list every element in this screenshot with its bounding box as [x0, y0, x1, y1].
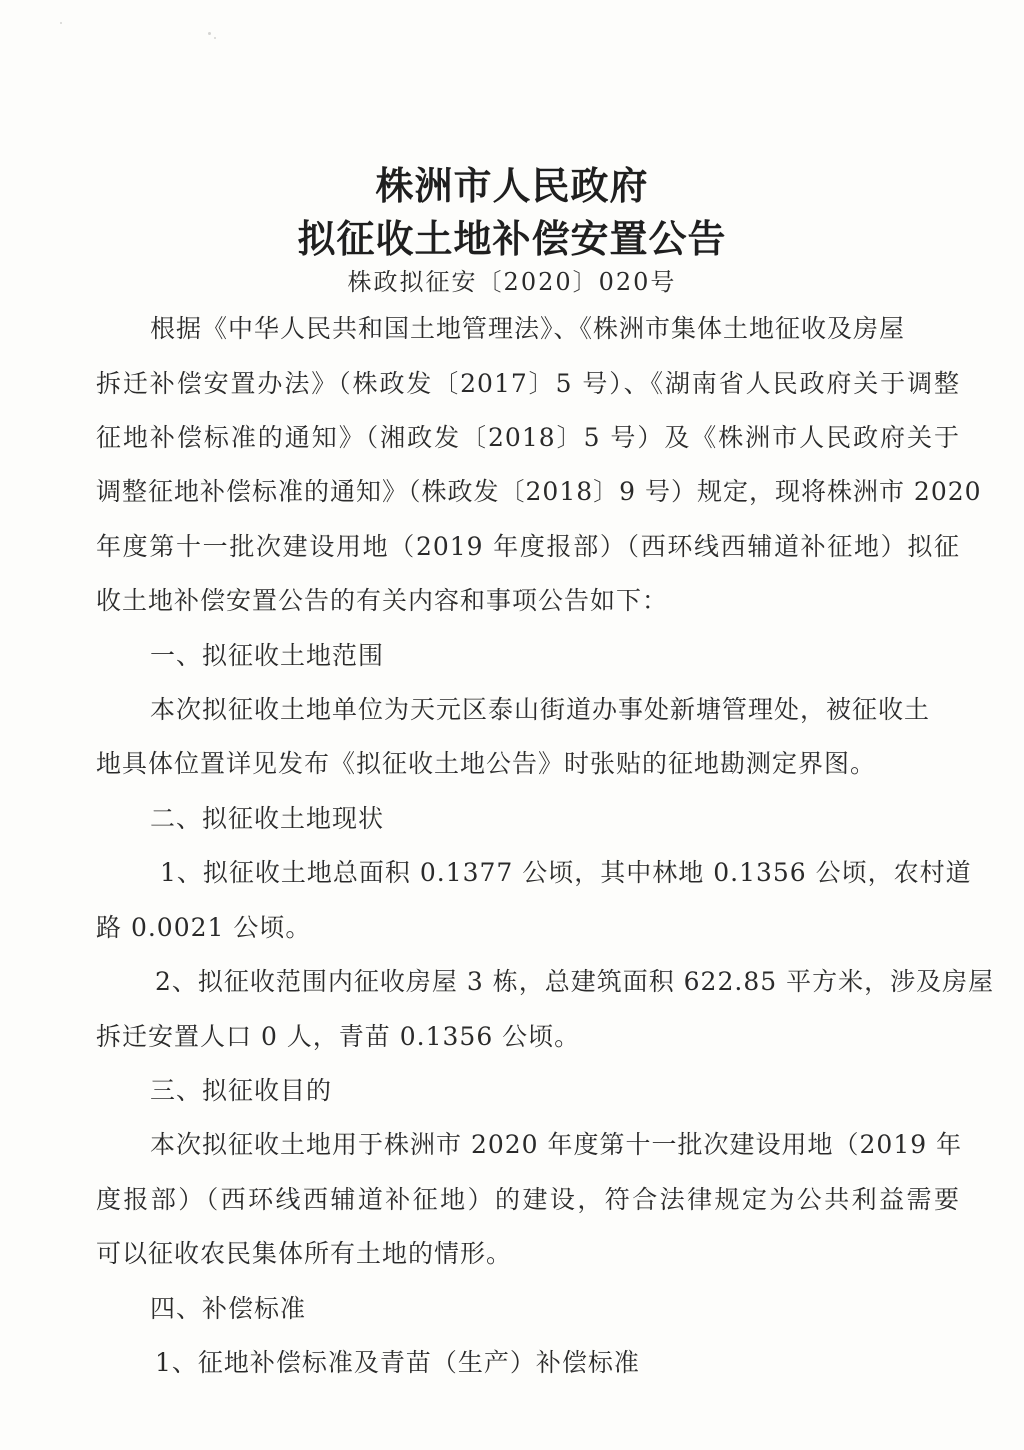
- scan-speck: [208, 32, 211, 35]
- body-line: 2、拟征收范围内征收房屋 3 栋，总建筑面积 622.85 平方米，涉及房屋: [155, 967, 995, 996]
- body-line: 年度第十一批次建设用地（2019 年度报部）（西环线西辅道补征地）拟征: [96, 532, 960, 561]
- body-line: 调整征地补偿标准的通知》（株政发〔2018〕9 号）规定，现将株洲市 2020: [96, 477, 982, 506]
- body-line: 可以征收农民集体所有土地的情形。: [96, 1239, 513, 1268]
- body-line: 本次拟征收土地用于株洲市 2020 年度第十一批次建设用地（2019 年: [150, 1130, 963, 1159]
- scan-speck: [214, 37, 216, 39]
- body-line: 根据《中华人民共和国土地管理法》、《株洲市集体土地征收及房屋: [150, 314, 906, 343]
- body-line: 路 0.0021 公顷。: [96, 913, 312, 942]
- body-line: 本次拟征收土地单位为天元区泰山街道办事处新塘管理处，被征收土: [150, 695, 931, 724]
- section-heading-status: 二、拟征收土地现状: [150, 804, 385, 833]
- scan-speck: [60, 22, 62, 24]
- document-title-issuer: 株洲市人民政府: [375, 163, 649, 208]
- section-heading-scope: 一、拟征收土地范围: [150, 641, 385, 670]
- body-line: 地具体位置详见发布《拟征收土地公告》时张贴的征地勘测定界图。: [96, 749, 877, 778]
- section-heading-purpose: 三、拟征收目的: [150, 1076, 333, 1105]
- document-title-subject: 拟征收土地补偿安置公告: [297, 216, 727, 261]
- section-heading-compensation: 四、补偿标准: [150, 1294, 307, 1323]
- body-line: 1、拟征收土地总面积 0.1377 公顷，其中林地 0.1356 公顷，农村道: [160, 858, 972, 887]
- document-number: 株政拟征安〔2020〕020号: [347, 268, 677, 296]
- body-line: 度报部）（西环线西辅道补征地）的建设，符合法律规定为公共利益需要: [96, 1185, 960, 1214]
- body-line: 收土地补偿安置公告的有关内容和事项公告如下：: [96, 586, 669, 615]
- body-line: 征地补偿标准的通知》（湘政发〔2018〕5 号）及《株洲市人民政府关于: [96, 423, 960, 452]
- body-line: 拆迁安置人口 0 人，青苗 0.1356 公顷。: [96, 1022, 581, 1051]
- body-line: 1、征地补偿标准及青苗（生产）补偿标准: [155, 1348, 640, 1377]
- body-line: 拆迁补偿安置办法》（株政发〔2017〕5 号）、《湖南省人民政府关于调整: [96, 369, 960, 398]
